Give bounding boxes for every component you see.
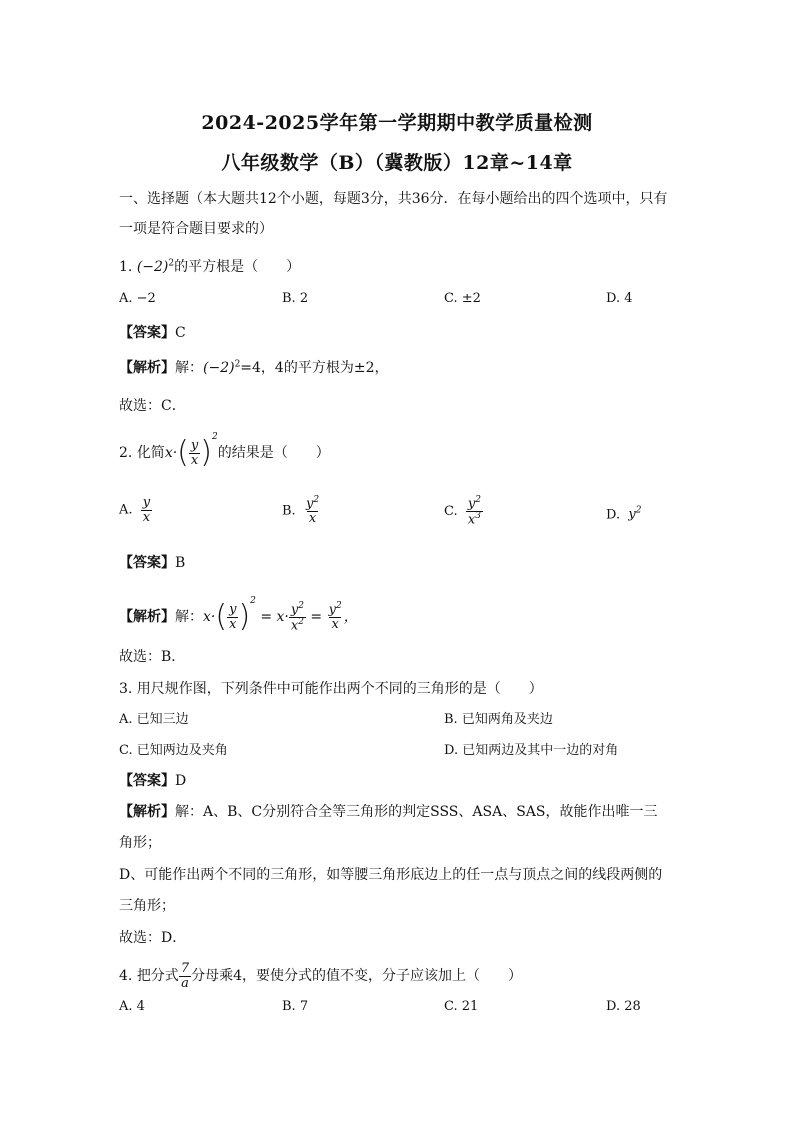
- q2-option-c: C. $\frac{y^2}{x^3}$: [444, 495, 481, 528]
- q2-option-b: B. $\frac{y^2}{x}$: [282, 495, 320, 526]
- q4-text-post: 分母乘4，要使分式的值不变，分子应该加上（ ）: [191, 968, 522, 985]
- question-4: [119, 962, 522, 990]
- q1-base: (−2): [136, 259, 169, 275]
- q2-option-b-label: B.: [282, 503, 296, 519]
- q2-option-a-label: A.: [119, 502, 133, 518]
- q3-option-a: A. 已知三边: [119, 712, 189, 727]
- q3-analysis-line4: 三角形；: [119, 898, 175, 914]
- q1-analysis-label: 【解析】: [119, 360, 175, 376]
- q4-option-a: A. 4: [119, 999, 145, 1014]
- q3-analysis-line1: 解：A、B、C分别符合全等三角形的判定SSS、ASA、SAS，故能作出唯一三: [175, 804, 658, 820]
- question-1: [119, 256, 300, 276]
- q1-analysis-post: =4，4的平方根为±2，: [240, 360, 389, 376]
- q1-text: 的平方根是（ ）: [174, 259, 301, 275]
- q1-option-c: C. ±2: [444, 291, 481, 306]
- q2-option-d: D. $y^2$: [606, 506, 642, 523]
- q3-option-d: D. 已知两边及其中一边的对角: [444, 743, 619, 758]
- q2-answer-label: 【答案】: [119, 555, 175, 571]
- q4-option-d: D. 28: [606, 999, 641, 1014]
- q3-answer-value: D: [175, 773, 187, 789]
- q3-option-b: B. 已知两角及夹边: [444, 712, 553, 727]
- q2-text-pre: 化简: [136, 445, 165, 461]
- q1-analysis: [119, 357, 388, 377]
- question-2: [119, 432, 330, 468]
- q4-frac-den: a: [181, 975, 189, 991]
- q2-answer-value: B: [175, 555, 186, 571]
- q4-number: 4.: [119, 968, 133, 985]
- q1-exponent: 2: [168, 258, 175, 269]
- q2-choose: 故选：B．: [119, 649, 186, 665]
- q2-option-c-label: C.: [444, 503, 458, 519]
- q1-option-d: D. 4: [606, 291, 633, 306]
- q2-number: 2.: [119, 445, 133, 461]
- q3-analysis-label: 【解析】: [119, 804, 175, 820]
- q3-answer-label: 【答案】: [119, 773, 175, 789]
- q3-analysis-line3: D、可能作出两个不同的三角形，如等腰三角形底边上的任一点与顶点之间的线段两侧的: [119, 867, 663, 883]
- section-heading-cont: 一项是符合题目要求的）: [119, 221, 273, 237]
- section-heading: 一、选择题（本大题共12个小题，每题3分，共36分．在每小题给出的四个选项中，只有: [119, 191, 668, 207]
- q1-analysis-pre: 解：: [175, 360, 203, 376]
- q1-option-b: B. 2: [282, 291, 309, 306]
- q1-number: 1.: [119, 259, 133, 275]
- q2-analysis-label: 【解析】: [119, 609, 175, 625]
- q3-analysis-line2: 角形；: [119, 835, 161, 851]
- page-subtitle: 八年级数学（B）（冀教版）12章~14章: [221, 152, 573, 174]
- q2-analysis: [119, 596, 358, 632]
- q2-answer: [119, 552, 185, 572]
- q1-analysis-math: (−2): [203, 360, 235, 376]
- q4-option-b: B. 7: [282, 999, 309, 1014]
- question-3: 3. 用尺规作图，下列条件中可能作出两个不同的三角形的是（ ）: [119, 681, 543, 697]
- q1-answer: [119, 322, 186, 342]
- q1-analysis-exp: 2: [234, 359, 241, 370]
- q4-fraction: [179, 962, 191, 990]
- page-title: 2024-2025学年第一学期期中教学质量检测: [201, 112, 593, 134]
- q1-answer-label: 【答案】: [119, 325, 175, 341]
- q4-option-c: C. 21: [444, 999, 479, 1014]
- q1-choose: 故选：C．: [119, 398, 186, 414]
- q2-text-post: 的结果是（ ）: [217, 445, 330, 461]
- q2-analysis-pre: 解：: [175, 609, 203, 625]
- q2-expression: x·( $\frac{y}{x}$ )$^2$: [164, 432, 218, 470]
- q2-option-d-label: D.: [606, 507, 621, 523]
- q4-frac-num: 7: [180, 961, 190, 976]
- q2-analysis-expression: x·( $\frac{y}{x}$ )$^2$ = x· $\frac{y^2}{x^2}$ = $\frac{y^2}{x}$ ，: [203, 596, 358, 634]
- q3-analysis: [119, 801, 658, 821]
- q3-choose: 故选：D．: [119, 930, 187, 946]
- q3-answer: [119, 770, 186, 790]
- q2-option-a: A. $\frac{y}{x}$: [119, 495, 151, 525]
- q4-text-pre: 把分式: [136, 968, 179, 985]
- q1-answer-value: C: [175, 325, 186, 341]
- q3-option-c: C. 已知两边及夹角: [119, 743, 228, 758]
- q1-option-a: A. −2: [119, 291, 156, 306]
